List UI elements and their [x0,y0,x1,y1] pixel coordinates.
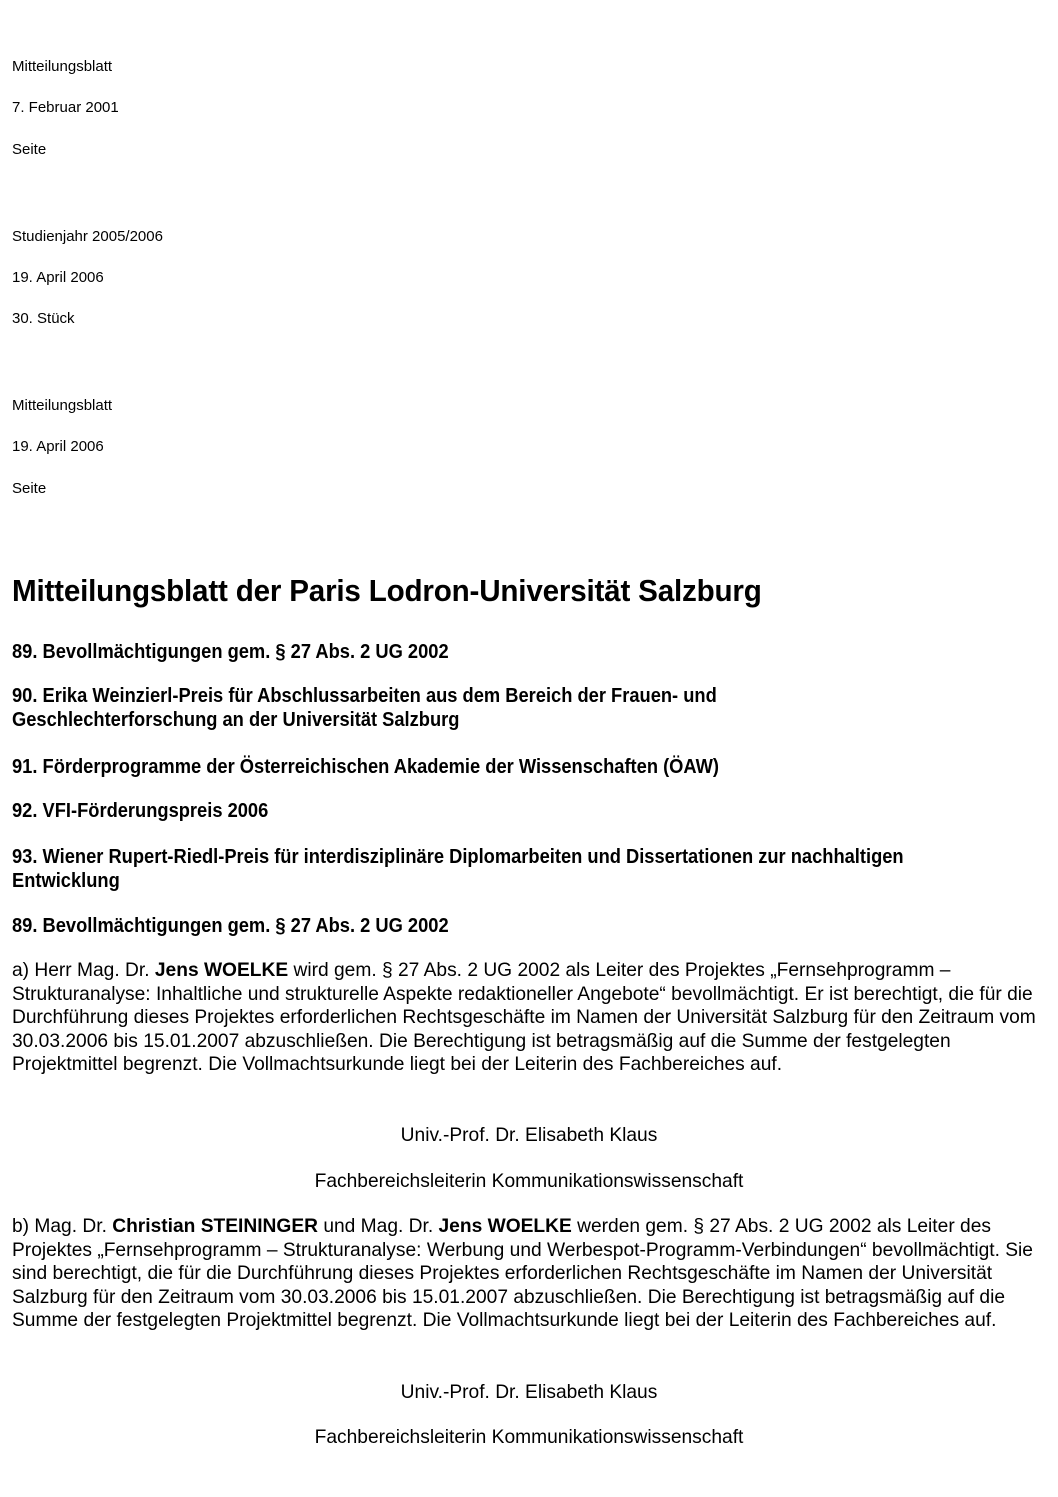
issue-number: 30. Stück [12,310,75,327]
signature-name: Univ.-Prof. Dr. Elisabeth Klaus [400,1125,658,1146]
signature-role: Fachbereichsleiterin Kommunikationswissenschaft [314,1171,744,1192]
toc-item: 92. VFI-Förderungspreis 2006 [12,800,269,822]
header-date: 7. Februar 2001 [12,99,119,116]
paragraph-b-middle: und Mag. Dr. [318,1216,439,1237]
study-year: Studienjahr 2005/2006 [12,228,163,245]
paragraph-a-body: wird gem. § 27 Abs. 2 UG 2002 als Leiter des Projektes „Fernsehprogramm – Strukturanalyse: Inhaltliche und strukturelle Aspekte redaktioneller Angebote“ bevollmächtigt. Er ist berechtigt, die für die Durchführung dieses Projektes erforderlichen Rechtsgeschäfte im Namen der Universität Salzburg für den Zeitraum vom 30.03.2006 bis 15.01.2007 abzuschließen. Die Berechtigung ist betragsmäßig auf die Summe der festgelegten Projektmittel begrenzt. Die Vollmachtsurkunde liegt bei der Leiterin des Fachbereiches auf. [12,960,1036,1076]
header-page-label: Seite [12,480,47,497]
signature-name: Univ.-Prof. Dr. Elisabeth Klaus [400,1382,658,1403]
issue-date: 19. April 2006 [12,269,104,286]
header-date: 19. April 2006 [12,438,104,455]
toc-item: 91. Förderprogramme der Österreichischen Akademie der Wissenschaften (ÖAW) [12,756,719,778]
toc-item: 90. Erika Weinzierl-Preis für Abschlussarbeiten aus dem Bereich der Frauen- und Geschlechterforschung an der Universität Salzburg [12,685,717,731]
person-name: Jens WOELKE [154,960,289,981]
signature-role: Fachbereichsleiterin Kommunikationswissenschaft [314,1427,744,1448]
paragraph-b [12,1215,1042,1333]
paragraph-b-prefix: b) Mag. Dr. [12,1216,113,1237]
section-heading: 89. Bevollmächtigungen gem. § 27 Abs. 2 UG 2002 [12,915,449,937]
toc-item: 93. Wiener Rupert-Riedl-Preis für interdisziplinäre Diplomarbeiten und Dissertationen zur nachhaltigen Entwicklung [12,846,904,892]
paragraph-a-prefix: a) Herr Mag. Dr. [12,960,155,981]
header-page-label: Seite [12,141,47,158]
person-name: Jens WOELKE [438,1216,572,1237]
header-label: Mitteilungsblatt [12,397,113,414]
paragraph-a [12,959,1042,1077]
paragraph-b-body: werden gem. § 27 Abs. 2 UG 2002 als Leiter des Projektes „Fernsehprogramm – Strukturanalyse: Werbung und Werbespot-Programm-Verbindungen“ bevollmächtigt. Sie sind berechtigt, die für die Durchführung dieses Projektes erforderlichen Rechtsgeschäfte im Namen der Universität Salzburg für den Zeitraum vom 30.03.2006 bis 15.01.2007 abzuschließen. Die Berechtigung ist betragsmäßig auf die Summe der festgelegten Projektmittel begrenzt. Die Vollmachtsurkunde liegt bei der Leiterin des Fachbereiches auf. [12,1216,1033,1332]
header-label: Mitteilungsblatt [12,58,113,75]
person-name: Christian STEININGER [112,1216,318,1237]
toc-item: 89. Bevollmächtigungen gem. § 27 Abs. 2 UG 2002 [12,641,449,663]
document-title: Mitteilungsblatt der Paris Lodron-Universität Salzburg [12,573,762,608]
